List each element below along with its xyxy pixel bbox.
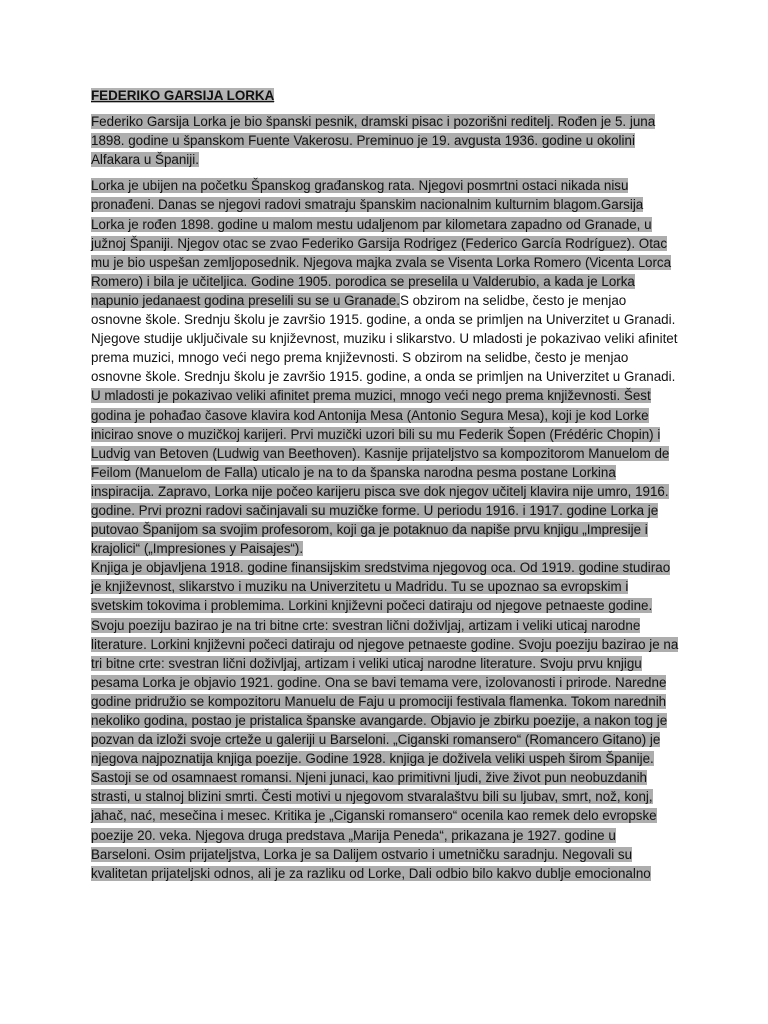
paragraph-intro: [91, 112, 679, 169]
paragraph-biography-plain: S obzirom na selidbe, često je menjao osnovne škole. Srednju školu je završio 1915. godine, a onda se primljen na Univerzitet u Granadi. Njegove studije uključivale su književnost, muziku i slikarstvo. U mladosti je pokazivao veliki afinitet prema muzici, mnogo veći nego prema književnosti. S obzirom na selidbe, često je menjao osnovne škole. Srednju školu je završio 1915. godine, a onda se primljen na Univerzitet u Granadi.: [91, 292, 678, 385]
document-title: [91, 86, 679, 105]
paragraph-intro-text: Federiko Garsija Lorka je bio španski pesnik, dramski pisac i pozorišni reditelj. Rođen je 5. juna 1898. godine u španskom Fuente Vakerosu. Preminuo je 19. avgusta 1936. godine u okolini Alfakara u Španiji.: [91, 114, 656, 168]
paragraph-career-text: Knjiga je objavljena 1918. godine finansijskim sredstvima njegovog oca. Od 1919. godine studirao je književnost, slikarstvo i muziku na Univerzitetu u Madridu. Tu se upoznao sa evropskim i svetskim tokovima i problemima. Lorkini književni počeci datiraju od njegove petnaeste godine. Svoju poeziju bazirao je na tri bitne crte: svestran lični doživljaj, artizam i veliki uticaj narodne literature. Lorkini književni počeci datiraju od njegove petnaeste godine. Svoju poeziju bazirao je na tri bitne crte: svestran lični doživljaj, artizam i veliki uticaj narodne literature. Svoju prvu knjigu pesama Lorka je objavio 1921. godine. Ona se bavi temama vere, izolovanosti i prirode. Naredne godine pridružio se kompozitoru Manuelu de Faju u promociji festivala flamenka. Tokom narednih nekoliko godina, postao je pristalica španske avangarde. Objavio je zbirku poezije, a nakon tog je pozvan da izloži svoje crteže u galeriji u Barseloni. „Ciganski romansero“ (Romancero Gitano) je njegova najpoznatija knjiga poezije. Godine 1928. knjiga je doživela veliki uspeh širom Španije. Sastoji se od osamnaest romansi. Njeni junaci, kao primitivni ljudi, žive život pun neobuzdanih strasti, u stalnoj blizini smrti. Česti motivi u njegovom stvaralaštvu bili su ljubav, smrt, nož, konj, jahač, nać, mesečina i mesec. Kritika je „Ciganski romansero“ ocenila kao remek delo evropske poezije 20. veka. Njegova druga predstava „Marija Peneda“, prikazana je 1927. godine u Barseloni. Osim prijateljstva, Lorka je sa Dalijem ostvario i umetničku saradnju. Negovali su kvalitetan prijateljski odnos, ali je za razliku od Lorke, Dali odbio bilo kakvo dublje emocionalno: [91, 560, 679, 881]
paragraph-biography: [91, 176, 679, 558]
document-title-text: FEDERIKO GARSIJA LORKA: [91, 88, 275, 103]
paragraph-biography-highlight-b: U mladosti je pokazivao veliki afinitet prema muzici, mnogo veći nego prema književnosti. Šest godina je pohađao časove klavira kod Antonija Mesa (Antonio Segura Mesa), koji je kod Lorke inicirao snove o muzičkoj karijeri. Prvi muzički uzori bili su mu Federik Šopen (Frédéric Chopin) i Ludvig van Betoven (Ludwig van Beethoven). Kasnije prijateljstvo sa kompozitorom Manuelom de Feilom (Manuelom de Falla) uticalo je na to da španska narodna pesma postane Lorkina inspiracija. Zapravo, Lorka nije počeo karijeru pisca sve dok njegov učitelj klavira nije umro, 1916. godine. Prvi prozni radovi sačinjavali su muzičke forme. U periodu 1916. i 1917. godine Lorka je putovao Španijom sa svojim profesorom, koji ga je potaknuo da napiše prvu knjigu „Impresije i krajolici“ („Impresiones y Paisajes“).: [91, 388, 670, 557]
paragraph-biography-highlight-a: Lorka je ubijen na početku Španskog građanskog rata. Njegovi posmrtni ostaci nikada nisu pronađeni. Danas se njegovi radovi smatraju španskim nacionalnim kulturnim blagom.Garsija Lorka je rođen 1898. godine u malom mestu udaljenom par kilometara zapadno od Granade, u južnoj Španiji. Njegov otac se zvao Federiko Garsija Rodrigez (Federico García Rodríguez). Otac mu je bio uspešan zemljoposednik. Njegova majka zvala se Visenta Lorka Romero (Vicenta Lorca Romero) i bila je učiteljica. Godine 1905. porodica se preselila u Valderubio, a kada je Lorka napunio jedanaest godina preselili su se u Granade.: [91, 178, 672, 308]
document-page: [91, 86, 679, 883]
paragraph-career: [91, 558, 679, 883]
